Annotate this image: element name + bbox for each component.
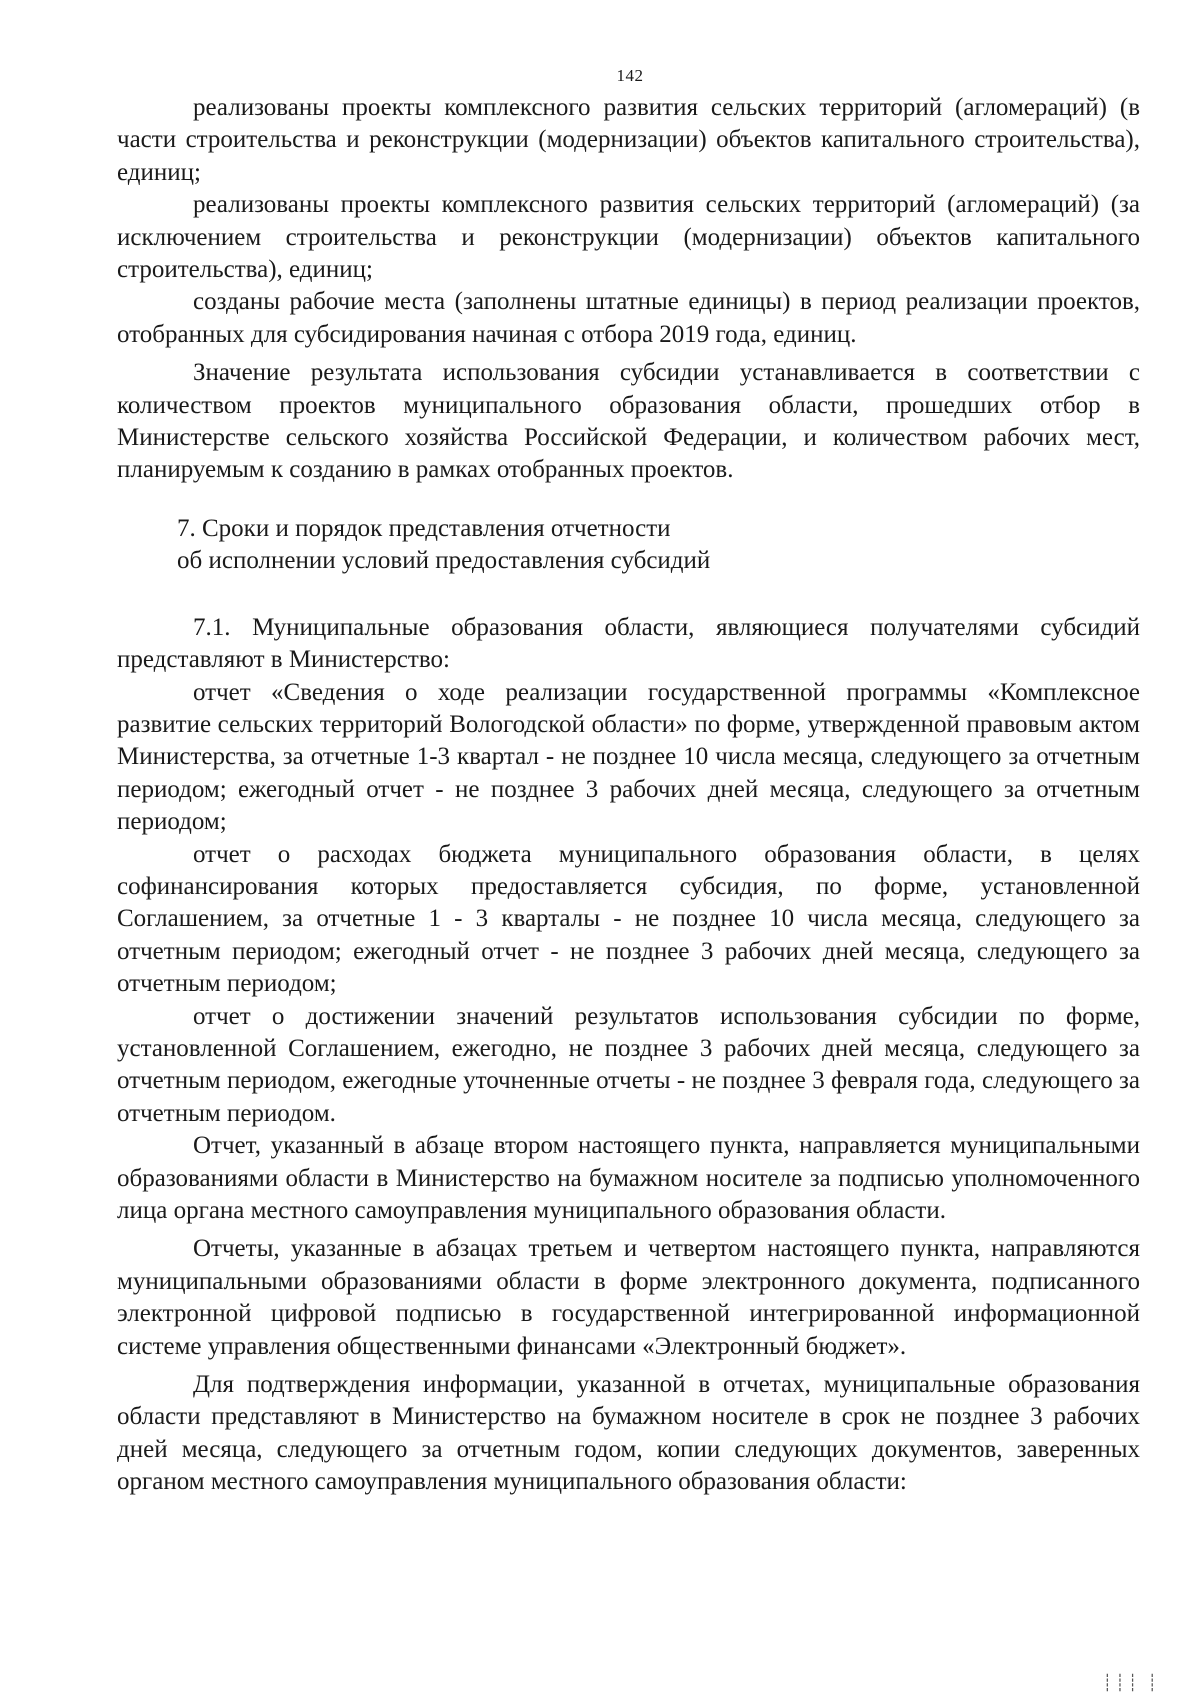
page-number: 142 xyxy=(616,66,644,85)
paragraph: реализованы проекты комплексного развития сельских территорий (агломераций) (за исключением строительства и реконструкции (модернизации) объектов капитального строительства), единиц; xyxy=(117,191,1140,284)
paragraph: Отчеты, указанные в абзацах третьем и четвертом настоящего пункта, направляются муниципальными образованиями области в форме электронного документа, подписанного электронной цифровой подписью в государственной интегрированной информационной системе управления общественными финансами «Электронный бюджет». xyxy=(117,1235,1140,1360)
paragraph: отчет о достижении значений результатов использования субсидии по форме, установленной Соглашением, ежегодно, не позднее 3 рабочих дней месяца, следующего за отчетным периодом, ежегодные уточненные отчеты - не позднее 3 февраля года, следующего за отчетным периодом. xyxy=(117,1002,1140,1127)
section-heading-line: об исполнении условий предоставления субсидий xyxy=(177,547,711,575)
paragraph: Для подтверждения информации, указанной в отчетах, муниципальные образования области представляют в Министерство на бумажном носителе в срок не позднее 3 рабочих дней месяца, следующего за отчетным годом, копии следующих документов, заверенных органом местного самоуправления муниципального образования области: xyxy=(117,1371,1140,1496)
paragraph: отчет о расходах бюджета муниципального образования области, в целях софинансирования которых предоставляется субсидия, по форме, установленной Соглашением, за отчетные 1 - 3 кварталы - не позднее 10 числа месяца, следующего за отчетным периодом; ежегодный отчет - не позднее 3 рабочих дней месяца, следующего за отчетным периодом; xyxy=(117,840,1140,998)
paragraph: отчет «Сведения о ходе реализации государственной программы «Комплексное развитие сельских территорий Вологодской области» по форме, утвержденной правовым актом Министерства, за отчетные 1-3 квартал - не позднее 10 числа месяца, следующего за отчетным периодом; ежегодный отчет - не позднее 3 рабочих дней месяца, следующего за отчетным периодом; xyxy=(117,678,1140,836)
section-heading xyxy=(117,513,1140,578)
paragraph: Значение результата использования субсидии устанавливается в соответствии с количеством проектов муниципального образования области, прошедших отбор в Министерстве сельского хозяйства Российской Федерации, и количеством рабочих мест, планируемым к созданию в рамках отобранных проектов. xyxy=(117,359,1140,484)
paragraph: 7.1. Муниципальные образования области, являющиеся получателями субсидий представляют в Министерство: xyxy=(117,613,1140,674)
paragraph: созданы рабочие места (заполнены штатные единицы) в период реализации проектов, отобранных для субсидирования начиная с отбора 2019 года, единиц. xyxy=(117,288,1140,348)
scan-artifact-marks: ┊┊┊ ┊ xyxy=(1102,1675,1160,1692)
document-body xyxy=(117,92,1140,1499)
section-heading-line: 7. Сроки и порядок представления отчетности xyxy=(177,514,671,542)
paragraph: реализованы проекты комплексного развития сельских территорий (агломераций) (в части строительства и реконструкции (модернизации) объектов капитального строительства), единиц; xyxy=(117,94,1140,186)
paragraph: Отчет, указанный в абзаце втором настоящего пункта, направляется муниципальными образованиями области в Министерство на бумажном носителе за подписью уполномоченного лица органа местного самоуправления муниципального образования области. xyxy=(117,1132,1140,1224)
